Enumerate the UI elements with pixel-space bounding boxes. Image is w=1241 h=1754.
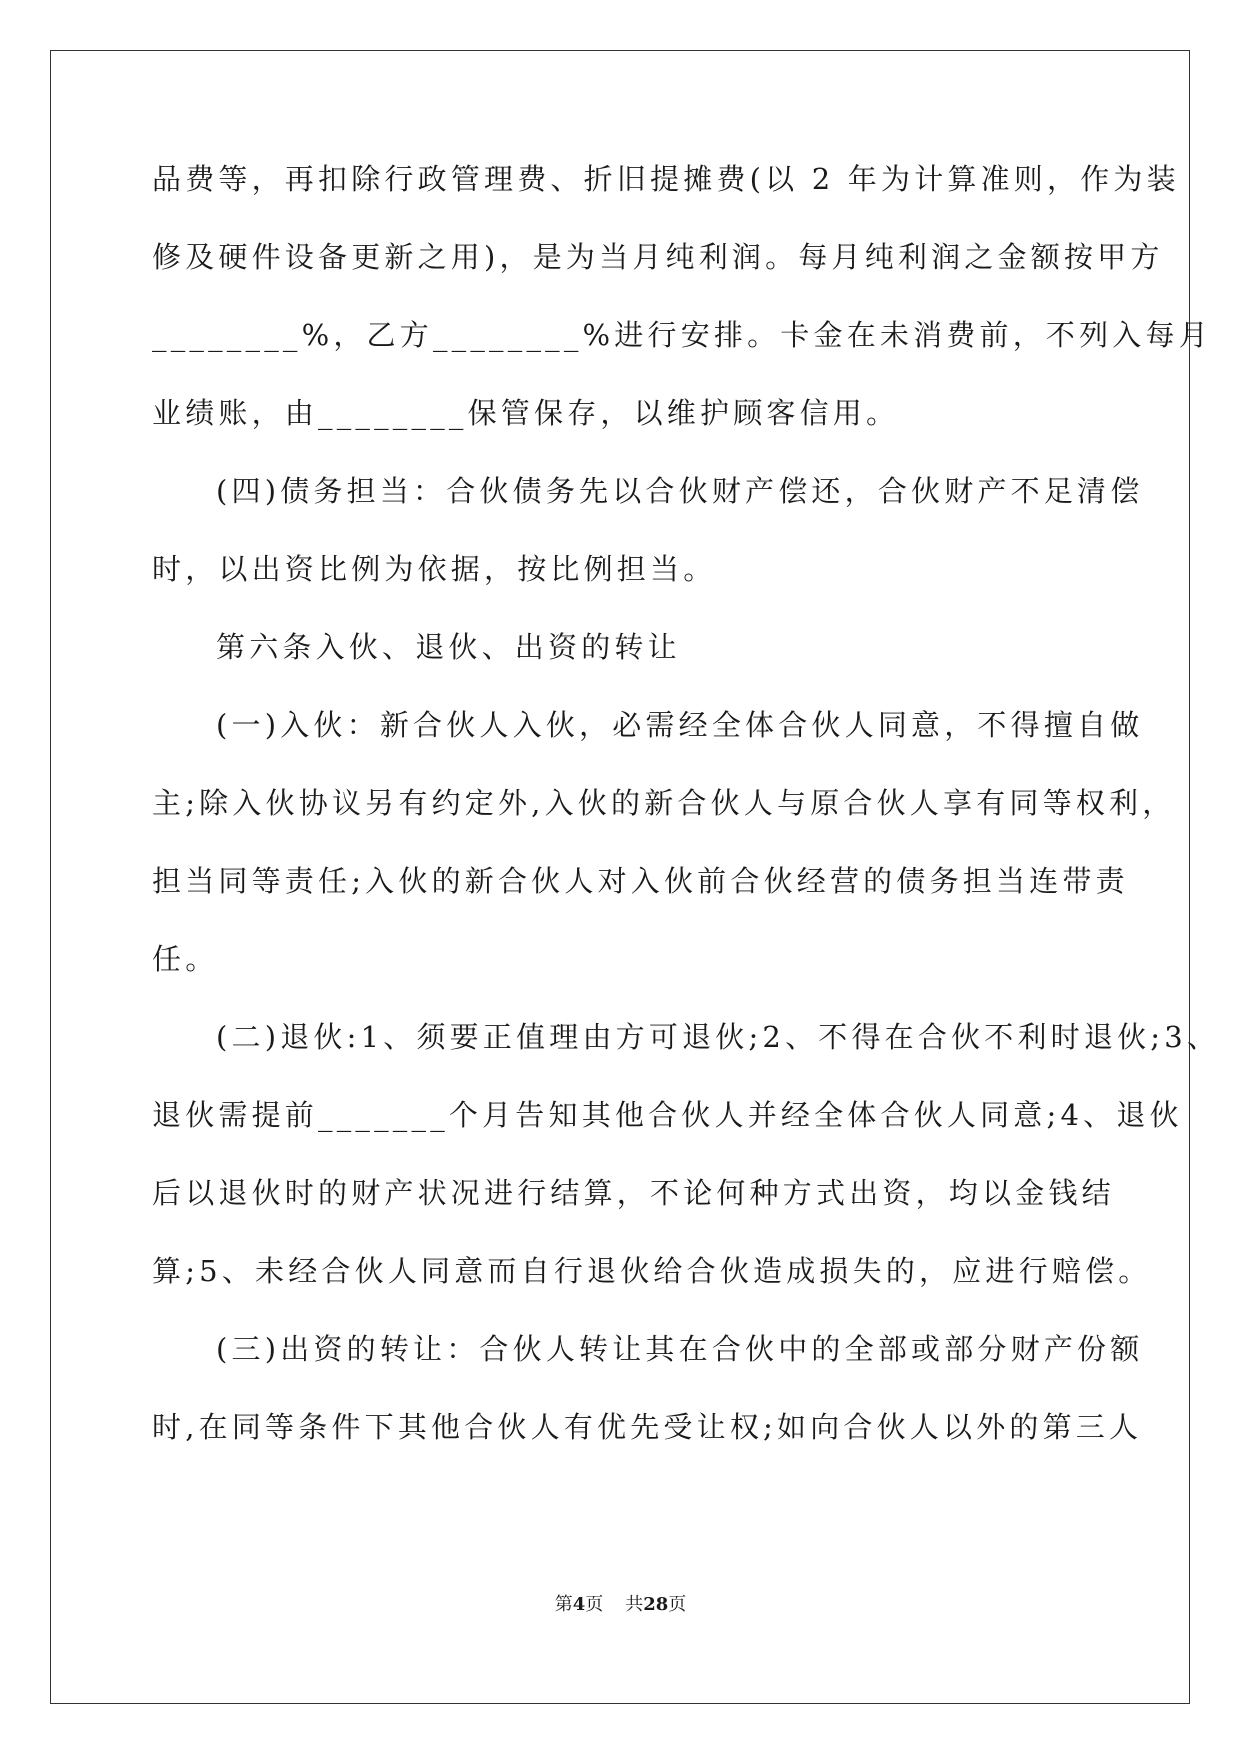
text-line: (一)入伙：新合伙人入伙，必需经全体合伙人同意，不得擅自做 — [216, 708, 1144, 742]
text-line: 品费等，再扣除行政管理费、折旧提摊费(以 2 年为计算准则，作为装 — [152, 162, 1180, 196]
document-body — [152, 140, 1221, 1466]
text-line: (四)债务担当：合伙债务先以合伙财产偿还，合伙财产不足清偿 — [216, 474, 1144, 508]
footer-total-suffix: 页 — [668, 1594, 687, 1615]
text-line: 时，以出资比例为依据，按比例担当。 — [152, 552, 717, 586]
text-line: 修及硬件设备更新之用)，是为当月纯利润。每月纯利润之金额按甲方 — [152, 240, 1164, 274]
total-pages-number: 28 — [643, 1594, 669, 1615]
text-line: 时,在同等条件下其他合伙人有优先受让权;如向合伙人以外的第三人 — [152, 1410, 1143, 1444]
text-line: 后以退伙时的财产状况进行结算，不论何种方式出资，均以金钱结 — [152, 1176, 1115, 1210]
text-line: 退伙需提前_______个月告知其他合伙人并经全体合伙人同意;4、退伙 — [152, 1098, 1183, 1132]
text-line: 主;除入伙协议另有约定外,入伙的新合伙人与原合伙人享有同等权利， — [152, 786, 1176, 820]
text-line: (三)出资的转让：合伙人转让其在合伙中的全部或部分财产份额 — [216, 1332, 1144, 1366]
text-line: 算;5、未经合伙人同意而自行退伙给合伙造成损失的，应进行赔偿。 — [152, 1254, 1152, 1288]
text-line: 任。 — [152, 942, 219, 976]
text-line: 业绩账，由________保管保存，以维护顾客信用。 — [152, 396, 900, 430]
text-line: ________%，乙方________%进行安排。卡金在未消费前，不列入每月 — [152, 318, 1212, 352]
page-number-footer — [0, 1590, 1241, 1616]
section-heading: 第六条入伙、退伙、出资的转让 — [216, 630, 681, 664]
footer-prefix: 第 — [554, 1594, 573, 1615]
footer-page-word: 页 — [585, 1594, 604, 1615]
current-page-number: 4 — [572, 1594, 586, 1615]
text-line: 担当同等责任;入伙的新合伙人对入伙前合伙经营的债务担当连带责 — [152, 864, 1129, 898]
text-line: (二)退伙:1、须要正值理由方可退伙;2、不得在合伙不利时退伙;3、 — [216, 1020, 1221, 1054]
footer-total-prefix: 共 — [625, 1594, 644, 1615]
